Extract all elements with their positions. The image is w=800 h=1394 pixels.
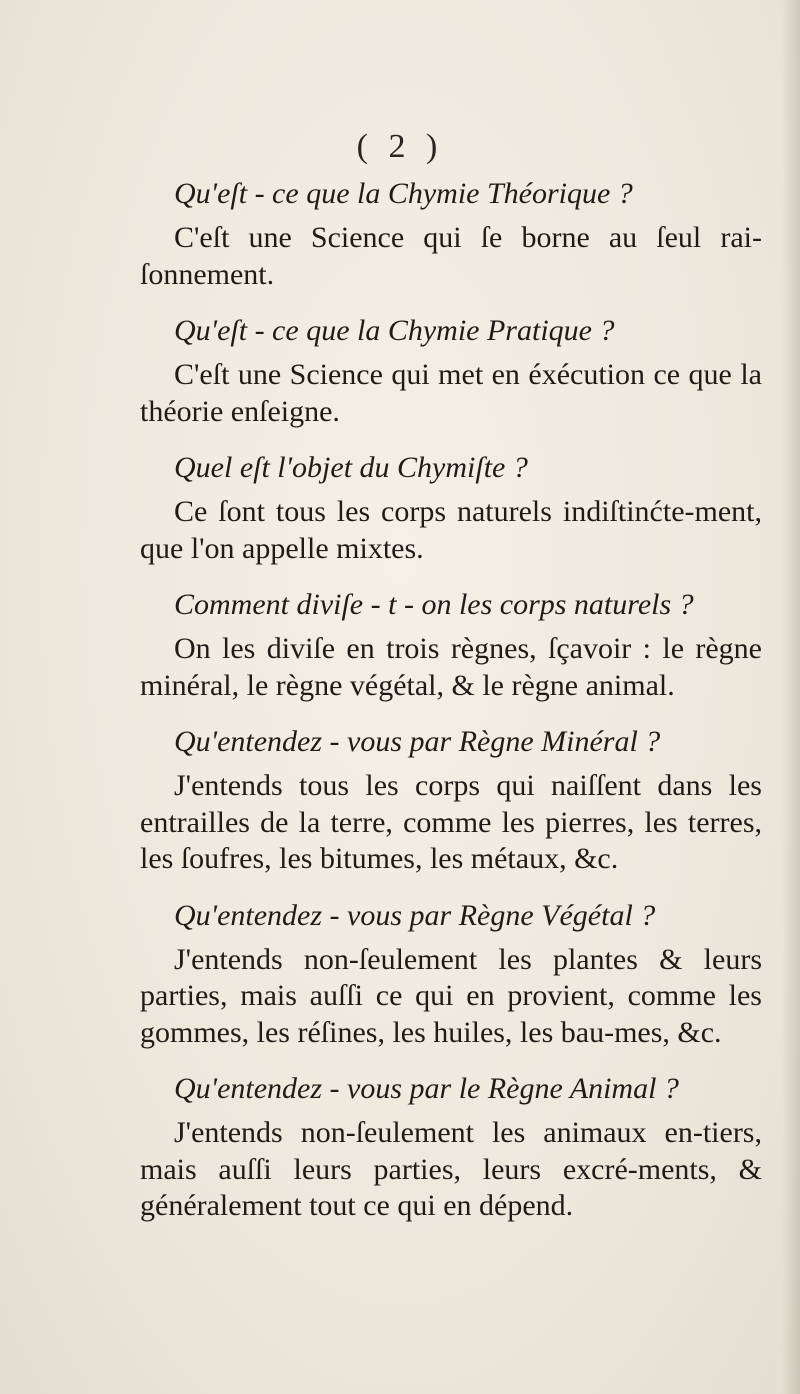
answer-3: Ce ſont tous les corps naturels indiſtinćte-ment, que l'on appelle mixtes. <box>140 495 762 565</box>
question-1: Qu'eſt - ce que la Chymie Théorique ? <box>174 177 633 210</box>
question-4: Comment diviſe - t - on les corps naturels ? <box>174 588 694 621</box>
question-5: Qu'entendez - vous par Règne Minéral ? <box>174 725 661 758</box>
question-6: Qu'entendez - vous par Règne Végétal ? <box>174 898 656 932</box>
answer-5: J'entends tous les corps qui naiſſent dans les entrailles de la terre, comme les pierres, les terres, les ſoufres, les bitumes, les métaux, &c. <box>140 769 762 875</box>
page-edge-shadow <box>782 0 800 1394</box>
answer-1: C'eſt une Science qui ſe borne au ſeul rai-ſonnement. <box>140 221 762 291</box>
answer-7: J'entends non-ſeulement les animaux en-tiers, mais auſſi leurs parties, leurs excré-ments, & généralement tout ce qui en dépend. <box>140 1116 762 1222</box>
question-3: Quel eſt l'objet du Chymiſte ? <box>174 451 528 484</box>
answer-2: C'eſt une Science qui met en éxécution ce que la théorie enſeigne. <box>140 358 762 428</box>
question-2: Qu'eſt - ce que la Chymie Pratique ? <box>174 314 615 347</box>
answer-6: J'entends non-ſeulement les plantes & leurs parties, mais auſſi ce qui en provient, comme les gommes, les réſines, les huiles, les bau-mes, &c. <box>140 942 762 1049</box>
text-block <box>140 176 762 1245</box>
answer-4: On les diviſe en trois règnes, ſçavoir : le règne minéral, le règne végétal, & le règne animal. <box>140 632 762 702</box>
page-number: ( 2 ) <box>356 128 444 165</box>
question-7: Qu'entendez - vous par le Règne Animal ? <box>174 1072 679 1105</box>
